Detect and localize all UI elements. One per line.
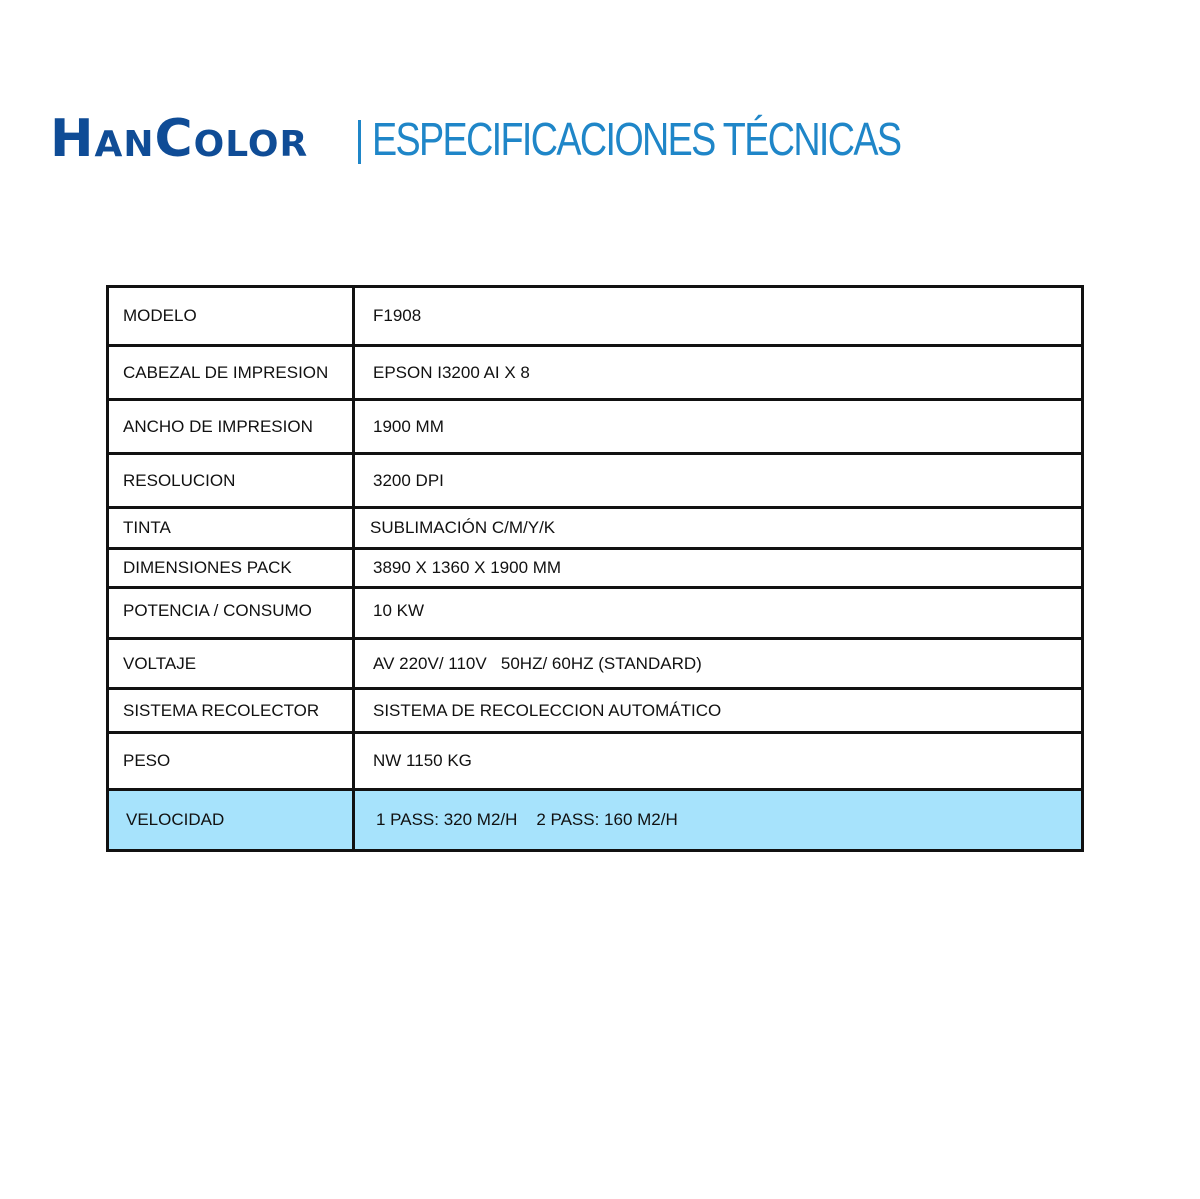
spec-row-tinta xyxy=(108,508,1083,549)
spec-row-resolucion xyxy=(108,454,1083,508)
spec-value: SISTEMA DE RECOLECCION AUTOMÁTICO xyxy=(354,689,1083,733)
spec-row-cabezal xyxy=(108,346,1083,400)
spec-label: VOLTAJE xyxy=(108,639,354,689)
spec-label: ANCHO DE IMPRESION xyxy=(108,400,354,454)
spec-value: 3200 DPI xyxy=(354,454,1083,508)
spec-row-potencia xyxy=(108,588,1083,639)
spec-label: DIMENSIONES PACK xyxy=(108,549,354,588)
spec-value: 1900 MM xyxy=(354,400,1083,454)
header-divider xyxy=(358,120,361,164)
spec-value: SUBLIMACIÓN C/M/Y/K xyxy=(354,508,1083,549)
spec-label: MODELO xyxy=(108,287,354,346)
spec-label: RESOLUCION xyxy=(108,454,354,508)
spec-value: AV 220V/ 110V 50HZ/ 60HZ (STANDARD) xyxy=(354,639,1083,689)
page-title: ESPECIFICACIONES TÉCNICAS xyxy=(372,113,901,165)
spec-row-modelo xyxy=(108,287,1083,346)
spec-value: NW 1150 KG xyxy=(354,733,1083,790)
spec-label: TINTA xyxy=(108,508,354,549)
spec-value: EPSON I3200 AI X 8 xyxy=(354,346,1083,400)
spec-row-ancho xyxy=(108,400,1083,454)
brand-logo: HanColor xyxy=(50,109,309,169)
spec-row-dimensiones xyxy=(108,549,1083,588)
spec-value: 10 KW xyxy=(354,588,1083,639)
spec-label: VELOCIDAD xyxy=(108,790,354,851)
spec-label: CABEZAL DE IMPRESION xyxy=(108,346,354,400)
spec-label: SISTEMA RECOLECTOR xyxy=(108,689,354,733)
spec-value: 1 PASS: 320 M2/H 2 PASS: 160 M2/H xyxy=(354,790,1083,851)
spec-label: PESO xyxy=(108,733,354,790)
spec-row-peso xyxy=(108,733,1083,790)
spec-value: F1908 xyxy=(354,287,1083,346)
spec-label: POTENCIA / CONSUMO xyxy=(108,588,354,639)
spec-value: 3890 X 1360 X 1900 MM xyxy=(354,549,1083,588)
spec-row-recolector xyxy=(108,689,1083,733)
spec-row-voltaje xyxy=(108,639,1083,689)
spec-row-velocidad xyxy=(108,790,1083,851)
spec-table xyxy=(106,285,1084,852)
